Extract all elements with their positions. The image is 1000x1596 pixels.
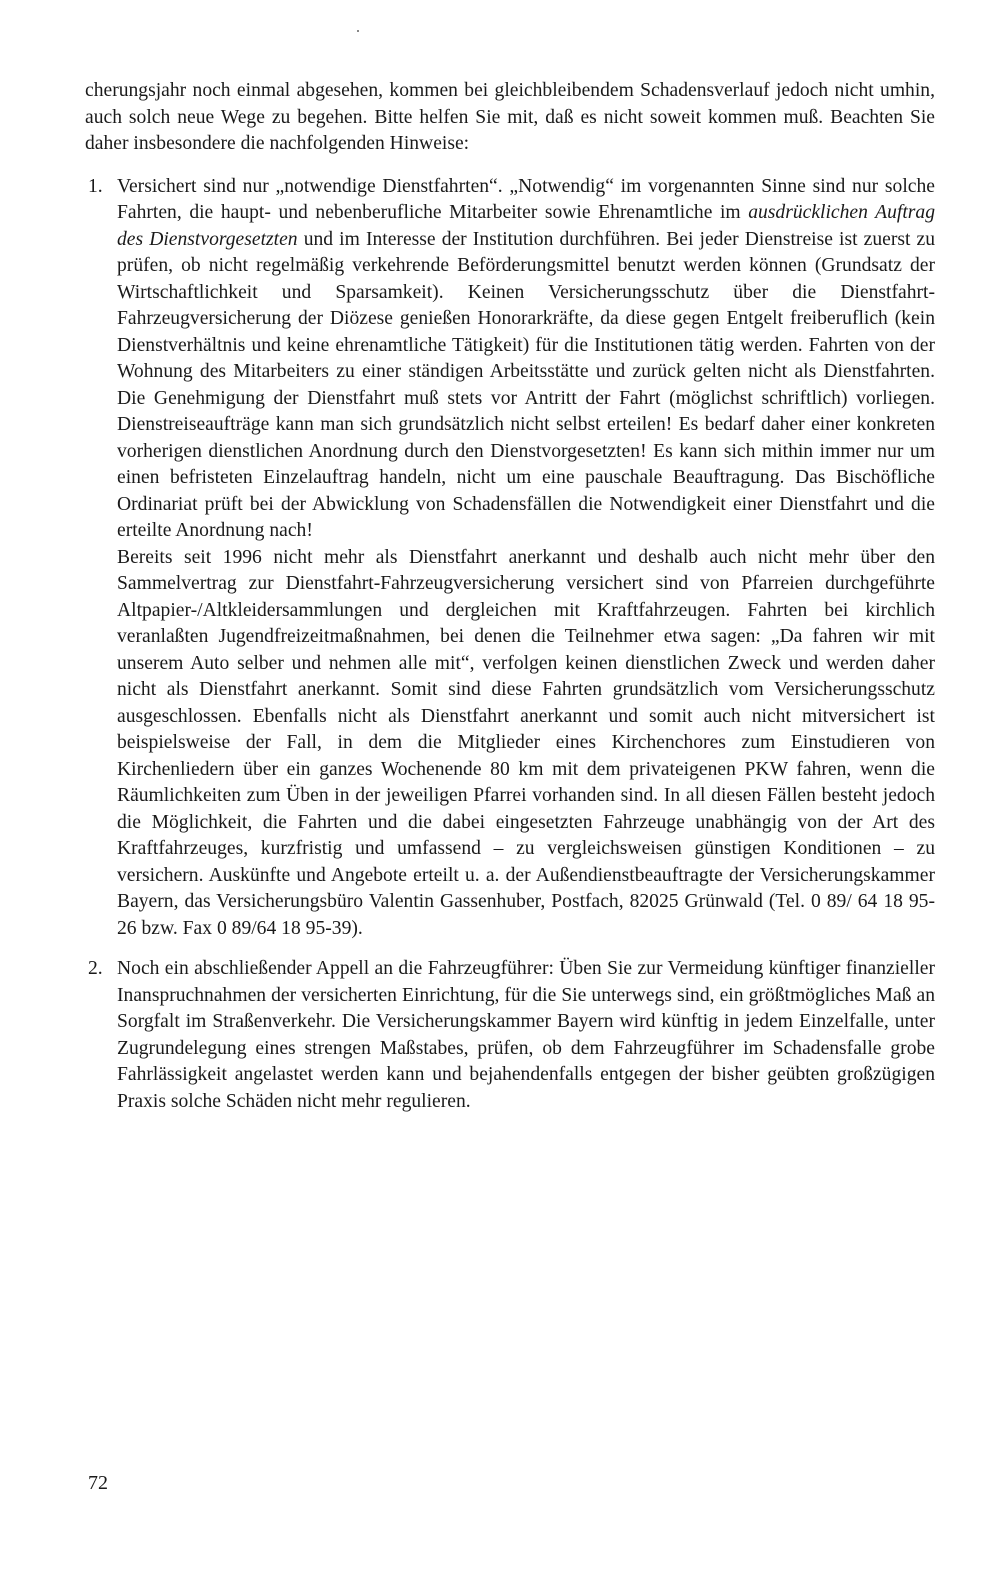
document-body	[85, 78, 935, 1115]
list-item-2	[85, 956, 935, 1115]
list-item-1-number: 1.	[88, 175, 103, 197]
list-item-1-text-after: und im Interesse der Institution durchführen. Bei jeder Dienstreise ist zuerst zu prüfen, ob nicht regelmäßig verkehrende Beförderungsmittel benutzt werden können (Grundsatz der Wirtschaftlichkeit und Sparsamkeit). Keinen Versicherungsschutz über die Dienstfahrt-Fahrzeugversicherung der Diözese genießen Honorarkräfte, da diese gegen Entgelt freiberuflich (kein Dienstverhältnis und keine ehrenamtliche Tätigkeit) für die Institutionen tätig werden. Fahrten von der Wohnung des Mitarbeiters zu einer ständigen Arbeitsstätte und zurück gelten nicht als Dienstfahrten. Die Genehmigung der Dienstfahrt muß stets vor Antritt der Fahrt (möglichst schriftlich) vorliegen. Dienstreiseaufträge kann man sich grundsätzlich nicht selbst erteilen! Es bedarf daher einer konkreten vorherigen dienstlichen Anordnung durch den Dienstvorgesetzten! Es kann sich mithin immer nur um einen befristeten Einzelauftrag handeln, nicht um eine pauschale Beauftragung. Das Bischöfliche Ordinariat prüft bei der Abwicklung von Schadensfällen die Notwendigkeit einer Dienstfahrt und die erteilte Anordnung nach!	[117, 228, 935, 541]
list-item-2-number: 2.	[88, 958, 103, 979]
intro-paragraph: cherungsjahr noch einmal abgesehen, kommen bei gleichbleibendem Schadensverlauf jedoch nicht umhin, auch solch neue Wege zu begehen. Bitte helfen Sie mit, daß es nicht soweit kommen muß. Beachten Sie daher insbesondere die nachfolgenden Hinweise:	[85, 80, 935, 154]
list-item-1-text-before: Versichert sind nur „notwendige Dienstfahrten“. „Notwendig“ im vorgenannten Sinne sind nur solche Fahrten, die haupt- und nebenberufliche Mitarbeiter sowie Ehrenamtliche im	[117, 175, 935, 223]
list-item-1-paragraph-2: Bereits seit 1996 nicht mehr als Dienstfahrt anerkannt und deshalb auch nicht mehr über den Sammelvertrag zur Dienstfahrt-Fahrzeugversicherung versichert sind von Pfarreien durchgeführte Altpapier-/Altkleidersammlungen und dergleichen mit Kraftfahrzeugen. Fahrten bei kirchlich veranlaßten Jugendfreizeitmaßnahmen, bei denen die Teilnehmer etwa sagen: „Da fahren wir mit unserem Auto selber und nehmen alle mit“, verfolgen keinen dienstlichen Zweck und werden daher nicht als Dienstfahrt anerkannt. Somit sind diese Fahrten grundsätzlich vom Versicherungsschutz ausgeschlossen. Ebenfalls nicht als Dienstfahrt anerkannt und somit auch nicht mitversichert ist beispielsweise der Fall, in dem die Mitglieder eines Kirchenchores zum Einstudieren von Kirchenliedern über ein ganzes Wochenende 80 km mit dem privateigenen PKW fahren, wenn die Räumlichkeiten zum Üben in der jeweiligen Pfarrei vorhanden sind. In all diesen Fällen besteht jedoch die Möglichkeit, die Fahrten und die dabei eingesetzten Fahrzeuge unabhängig von der Art des Kraftfahrzeuges, kurzfristig und umfassend – zu vergleichsweisen günstigen Konditionen – zu versichern. Auskünfte und Angebote erteilt u. a. der Außendienstbeauftragte der Versicherungskammer Bayern, das Versicherungsbüro Valentin Gassenhuber, Postfach, 82025 Grünwald (Tel. 0 89/ 64 18 95-26 bzw. Fax 0 89/64 18 95-39).	[117, 546, 935, 939]
page-number: 72	[88, 1472, 108, 1494]
list-item-2-paragraph: Noch ein abschließender Appell an die Fahrzeugführer: Üben Sie zur Vermeidung künftiger finanzieller Inanspruchnahmen der versicherten Einrichtung, für die Sie unterwegs sind, ein größtmögliches Maß an Sorgfalt im Straßenverkehr. Die Versicherungskammer Bayern wird künftig in jedem Einzelfalle, unter Zugrundelegung eines strengen Maßstabes, prüfen, ob dem Fahrzeugführer im Schadensfalle grobe Fahrlässigkeit angelastet werden kann und bejahendenfalls entgegen der bisher geübten großzügigen Praxis solche Schäden nicht mehr regulieren.	[117, 958, 935, 1112]
list-item-1-emphasis: ausdrücklichen Auftrag des Dienstvorgesetzten	[117, 202, 935, 250]
list-item-1-paragraph-1	[117, 174, 935, 545]
scan-speck	[357, 30, 359, 32]
list-item-1	[85, 174, 935, 943]
